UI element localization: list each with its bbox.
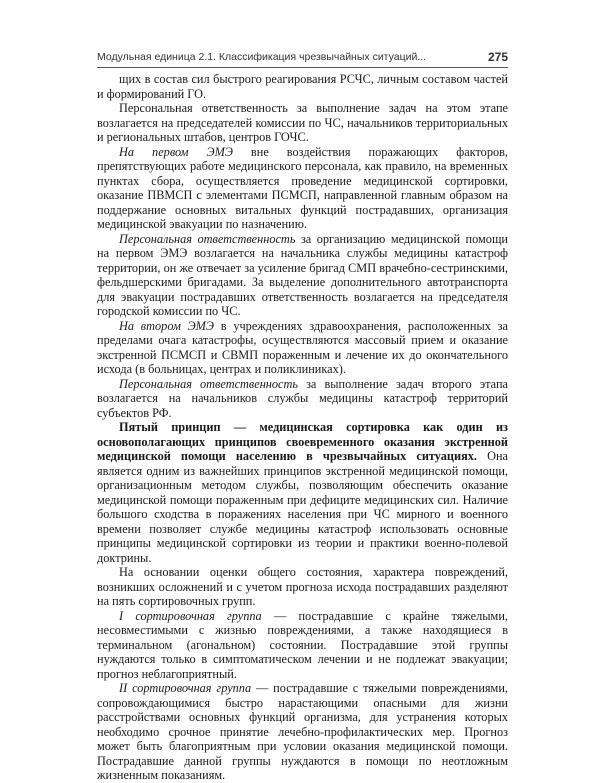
paragraph-text: Персональная ответственность за выполнение задач на этом этапе возлагается на председателей комиссии по ЧС, начальников территориальных и региональных штабов, центров ГОЧС. <box>97 101 508 144</box>
paragraph-text: в учреждениях здравоохранения, расположенных за пределами очага катастрофы, осуществляются массовый прием и оказание экстренной ПСМСП и СВМП пораженным и лечение их до окончательного исхода (в больницах, центрах и поликлиниках). <box>97 318 508 376</box>
paragraph-text: щих в состав сил быстрого реагирования РСЧС, личным составом частей и формирований ГО. <box>97 72 508 101</box>
principle-heading: Пятый принцип — медицинская сортировка как один из основополагающих принципов своевременного оказания экстренной медицинской помощи населению в чрезвычайных ситуациях. <box>97 420 508 463</box>
paragraph-lead: I сортировочная группа <box>119 608 262 623</box>
paragraph-text: за организацию медицинской помощи на первом ЭМЭ возлагается на начальника службы медицины катастроф территории, он же отвечает за усиление бригад СМП врачебно-сестринскими, фельдшерскими бригадами. За выделение дополнительного автотранспорта для эвакуации пострадавших ответственность возлагается на председателя городской комиссии по ЧС. <box>97 231 509 318</box>
paragraph-text: Она является одним из важнейших принципов экстренной медицинской помощи, организационным методом службы, позволяющим обеспечить оказание медицинской помощи пораженным при дефиците медицинских сил. Наличие большого сходства в поражениях населения при ЧС мирного и военного времени позволяет службе медицины катастроф использовать основные принципы медицинской сортировки из теории и практики военно-полевой доктрины. <box>97 449 508 565</box>
paragraph-lead: На втором ЭМЭ <box>119 318 214 333</box>
paragraph-lead: Персональная ответственность <box>119 376 298 391</box>
paragraph-text: за выполнение задач второго этапа возлагается на начальников службы медицины катастроф территорий субъектов РФ. <box>97 376 508 420</box>
paragraph <box>97 145 508 232</box>
paragraph <box>97 565 508 609</box>
paragraph <box>97 377 508 421</box>
paragraph-text: На основании оценки общего состояния, характера повреждений, возникших осложнений и с учетом прогноза исхода пострадавших разделяют на пять сортировочных групп. <box>97 565 508 608</box>
paragraph <box>97 72 508 101</box>
paragraph-lead: На первом ЭМЭ <box>119 144 233 159</box>
paragraph-text: — пострадавшие с крайне тяжелыми, несовместимыми с жизнью повреждениями, а также находящиеся в терминальном (агональном) состоянии. Пострадавшие этой группы нуждаются только в симптоматическом лечении и не подлежат эвакуации; прогноз неблагоприятный. <box>97 608 508 681</box>
paragraph <box>97 609 508 682</box>
page-number: 275 <box>487 50 508 64</box>
paragraph-lead: II сортировочная группа <box>119 681 252 695</box>
paragraph-text: вне воздействия поражающих факторов, препятствующих работе медицинского персонала, как правило, на временных пунктах сбора, осуществляется проведение медицинской сортировки, оказание ПВМСП с элементами ПСМСП, направленной главным образом на поддержание основных витальных функций пострадавших, организация медицинской эвакуации по назначению. <box>97 144 508 231</box>
paragraph <box>97 232 508 319</box>
paragraph-lead: Персональная ответственность <box>119 231 296 246</box>
paragraph <box>97 319 508 377</box>
paragraph <box>97 420 508 565</box>
running-header <box>97 49 508 68</box>
paragraph <box>97 101 508 145</box>
paragraph <box>97 681 508 783</box>
body-text <box>97 72 508 783</box>
paragraph-text: — пострадавшие с тяжелыми повреждениями, сопровождающимися быстро нарастающими опасными для жизни расстройствами основных функций организма, для устранения которых необходимо срочное принятие лечебно-профилактических мер. Прогноз может быть благоприятным при условии оказания медицинской помощи. Пострадавшие данной группы нуждаются в помощи по неотложным жизненным показаниям. <box>97 681 508 782</box>
running-title: Модульная единица 2.1. Классификация чрезвычайных ситуаций... <box>97 51 427 63</box>
